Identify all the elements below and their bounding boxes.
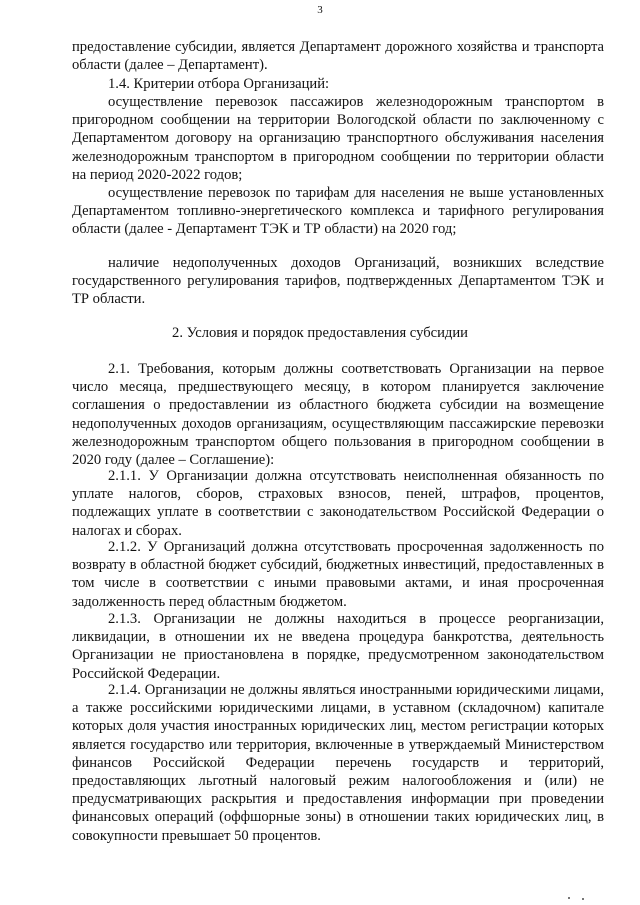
paragraph-2-1-2: 2.1.2. У Организаций должна отсутствовать просроченная задолженность по возврату в областной бюджет субсидий, бюджетных инвестиций, предоставленных в том числе в соответствии с иными правовыми актами, и иная просроченная задолженность перед областным бюджетом.	[72, 539, 604, 610]
paragraph-department: предоставление субсидии, является Департамент дорожного хозяйства и транспорта области (далее – Департамент).	[72, 39, 604, 74]
paragraph-criterion-transport: осуществление перевозок пассажиров железнодорожным транспортом в пригородном сообщении на территории Вологодской области по заключенному с Департаментом договору на организацию транспортного обслуживания населения железнодорожным транспортом в пригородном сообщении по территории области на период 2020-2022 годов;	[72, 94, 604, 183]
paragraph-requirements: 2.1. Требования, которым должны соответствовать Организации на первое число месяца, предшествующего месяцу, в котором планируется заключение соглашения о предоставлении из областного бюджета субсидии на возмещение недополученных доходов организациям, осуществляющим пассажирские перевозки железнодорожным транспортом общего пользования в пригородном сообщении в 2020 году (далее – Соглашение):	[72, 361, 604, 469]
section-heading: 2. Условия и порядок предоставления субсидии	[172, 325, 468, 341]
paragraph-criteria-title: 1.4. Критерии отбора Организаций:	[108, 76, 330, 92]
paragraph-2-1-3: 2.1.3. Организации не должны находиться в процессе реорганизации, ликвидации, в отношении их не введена процедура банкротства, деятельность Организации не приостановлена в порядке, предусмотренном законодательством Российской Федерации.	[72, 611, 604, 682]
paragraph-criterion-income: наличие недополученных доходов Организаций, возникших вследствие государственного регулирования тарифов, подтвержденных Департаментом ТЭК и ТР области.	[72, 255, 604, 308]
paragraph-criterion-tariffs: осуществление перевозок по тарифам для населения не выше установленных Департаментом топливно-энергетического комплекса и тарифного регулирования области (далее - Департамент ТЭК и ТР области) на 2020 год;	[72, 185, 604, 238]
paragraph-2-1-1: 2.1.1. У Организации должна отсутствовать неисполненная обязанность по уплате налогов, сборов, страховых взносов, пеней, штрафов, процентов, подлежащих уплате в соответствии с законодательством Российской Федерации о налогах и сборах.	[72, 468, 604, 539]
paragraph-2-1-4: 2.1.4. Организации не должны являться иностранными юридическими лицами, а также российскими юридическими лицами, в уставном (складочном) капитале которых доля участия иностранных юридических лиц, местом регистрации которых является государство или территория, включенные в утверждаемый Министерством финансов Российской Федерации перечень государств и территорий, предоставляющих льготный налоговый режим налогообложения и (или) не предусматривающих раскрытия и предоставления информации при проведении финансовых операций (оффшорные зоны) в отношении таких юридических лиц, в совокупности превышает 50 процентов.	[72, 682, 604, 844]
page-number: 3	[317, 4, 323, 16]
scan-speck	[568, 897, 570, 899]
scan-speck	[582, 898, 584, 900]
